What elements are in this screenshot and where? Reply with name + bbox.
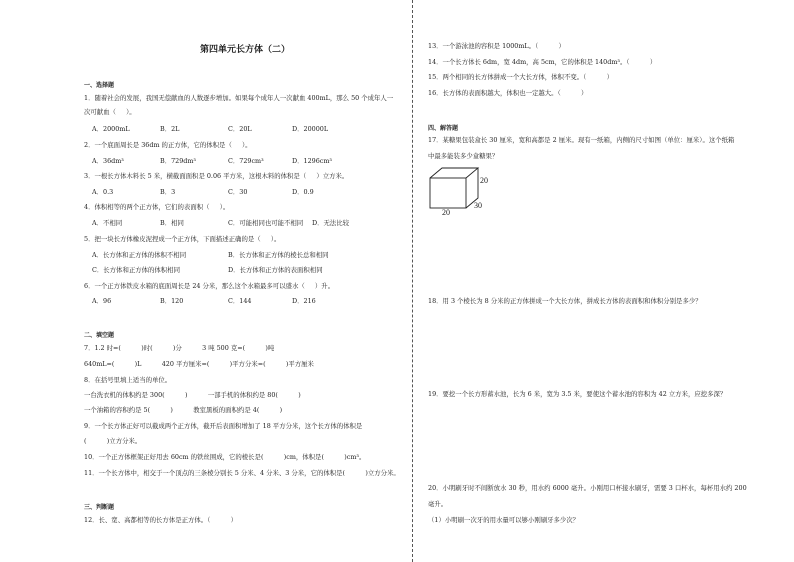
q1-option-c: C．20L (228, 125, 252, 133)
question-7-line-2: 640mL=( )L 420 平方厘米=( )平方分米=( )平方厘米 (84, 360, 314, 368)
question-1-text-cont: 次可献血（ ）。 (84, 108, 136, 116)
q4-option-b: B．相同 (160, 219, 184, 227)
box-length-label: 20 (442, 208, 450, 216)
q5-option-a: A．长方体和正方体的体积不相同 (92, 251, 187, 259)
question-10-text: 10．一个正方体框架正好用去 60cm 的铁丝围成，它的棱长是( )cm，体积是( )cm³。 (84, 453, 366, 461)
box-height-label: 20 (480, 176, 488, 185)
q6-option-c: C．144 (228, 297, 252, 305)
question-11-text: 11．一个长方体中，相交于一个顶点的三条棱分别长 5 分米、4 分米、3 分米，它的体积是( )立方分米。 (84, 469, 400, 477)
question-20-text-cont: 毫升。 (428, 500, 448, 508)
section-fill-heading: 二、填空题 (84, 332, 115, 339)
q4-option-a: A．不相同 (92, 219, 123, 227)
q6-option-a: A．96 (92, 297, 112, 305)
q4-option-d: D．无法比较 (312, 219, 350, 227)
question-14-text: 14．一个长方体长 6dm，宽 4dm，高 5cm，它的体积是 140dm³。（ ） (428, 58, 657, 66)
page-title: 第四单元长方体（二） (200, 45, 291, 55)
box-figure (428, 164, 492, 216)
question-16-text: 16．长方体的表面积越大，体积也一定越大。（ ） (428, 89, 588, 97)
question-6-text: 6．一个正方体铁皮水箱的底面周长是 24 分米，那么这个水箱最多可以盛水（ ）升。 (84, 282, 335, 290)
question-5-text: 5．把一块长方体橡皮泥捏成一个正方体，下面描述正确的是（ ）。 (84, 235, 281, 243)
box-top-face (430, 168, 478, 178)
q2-option-d: D．1296cm³ (292, 157, 332, 165)
section-judge-heading: 三、判断题 (84, 504, 115, 511)
question-13-text: 13．一个游泳池的容积是 1000mL。（ ） (428, 42, 565, 50)
question-8-line-2: 一个油箱的容积约是 5( ) 教室黑板的面积约是 4( ) (84, 406, 283, 414)
question-15-text: 15．两个相同的长方体拼成一个大长方体，体积不变。（ ） (428, 73, 614, 81)
q5-option-c: C．长方体和正方体的体积相同 (92, 266, 180, 274)
q2-option-c: C．729cm³ (228, 157, 264, 165)
question-17-text-cont: 中最多能装多少盒糖果？ (428, 152, 499, 160)
q2-option-a: A．36dm³ (92, 157, 124, 165)
q2-option-b: B．729dm³ (160, 157, 196, 165)
q6-option-d: D．216 (292, 297, 316, 305)
right-column (412, 0, 794, 562)
question-2-text: 2．一个底面周长是 36dm 的正方体，它的体积是（ ）。 (84, 141, 252, 149)
q3-option-c: C．30 (228, 188, 248, 196)
q3-option-b: B．3 (160, 188, 176, 196)
q3-option-d: D．0.9 (292, 188, 314, 196)
question-12-text: 12．长、宽、高都相等的长方体是正方体。（ ） (84, 516, 238, 524)
question-4-text: 4．体积相等的两个正方体，它们的表面积（ ）。 (84, 203, 230, 211)
q6-option-b: B．120 (160, 297, 184, 305)
section-choice-heading: 一、选择题 (84, 82, 115, 89)
question-7-line-1: 7．1.2 时=( )时( )分 3 吨 500 克=( )吨 (84, 344, 275, 352)
question-1-text: 1．随着社会的发展，我国无偿献血的人数逐步增加。如果每个成年人一次献血 400mL，那么 50 个成年人一 (84, 94, 394, 102)
question-20-sub-1: （1）小明刷一次牙的用水量可以够小刚刷牙多少次？ (428, 516, 580, 524)
question-3-text: 3．一根长方体木料长 5 米，横截面面积是 0.06 平方米，这根木料的体积是（ ）立方米。 (84, 172, 349, 180)
question-9-text: 9．一个长方体正好可以截成两个正方体，截开后表面积增加了 18 平方分米，这个长方体的体积是 (84, 422, 363, 430)
q4-option-c: C．可能相同也可能不相同 (228, 219, 304, 227)
question-17-text: 17．某糖果包装盒长 30 厘米，宽和高都是 2 厘米。现有一纸箱，内侧的尺寸如图（单位：厘米）。这个纸箱 (428, 136, 735, 144)
q1-option-d: D．20000L (292, 125, 329, 133)
q5-option-b: B．长方体和正方体的棱长总和相同 (228, 251, 329, 259)
box-depth-label: 30 (474, 201, 482, 210)
section-solve-heading: 四、解答题 (428, 125, 459, 132)
question-20-text: 20．小明刷牙时不间断放水 30 秒，用水约 6000 毫升。小刚用口杯接水刷牙，需要 3 口杯水，每杯用水约 200 (428, 484, 747, 492)
question-9-text-cont: ( )立方分米。 (84, 437, 142, 445)
q1-option-a: A．2000mL (92, 125, 130, 133)
question-19-text: 19．要挖一个长方形蓄水池，长为 6 米，宽为 3.5 米，要使这个蓄水池的容积为 42 立方米，应挖多深？ (428, 390, 727, 398)
q5-option-d: D．长方体和正方体的表面积相同 (228, 266, 323, 274)
box-front-face (430, 178, 466, 208)
question-8-line-1: 一台洗衣机的体积约是 300( ) 一部手机的体积约是 80( ) (84, 391, 301, 399)
question-8-text: 8．在括号里填上适当的单位。 (84, 376, 172, 384)
q1-option-b: B．2L (160, 125, 180, 133)
q3-option-a: A．0.3 (92, 188, 114, 196)
question-18-text: 18．用 3 个棱长为 8 分米的正方体拼成一个大长方体，拼成长方体的表面积和体积分别是多少？ (428, 297, 702, 305)
